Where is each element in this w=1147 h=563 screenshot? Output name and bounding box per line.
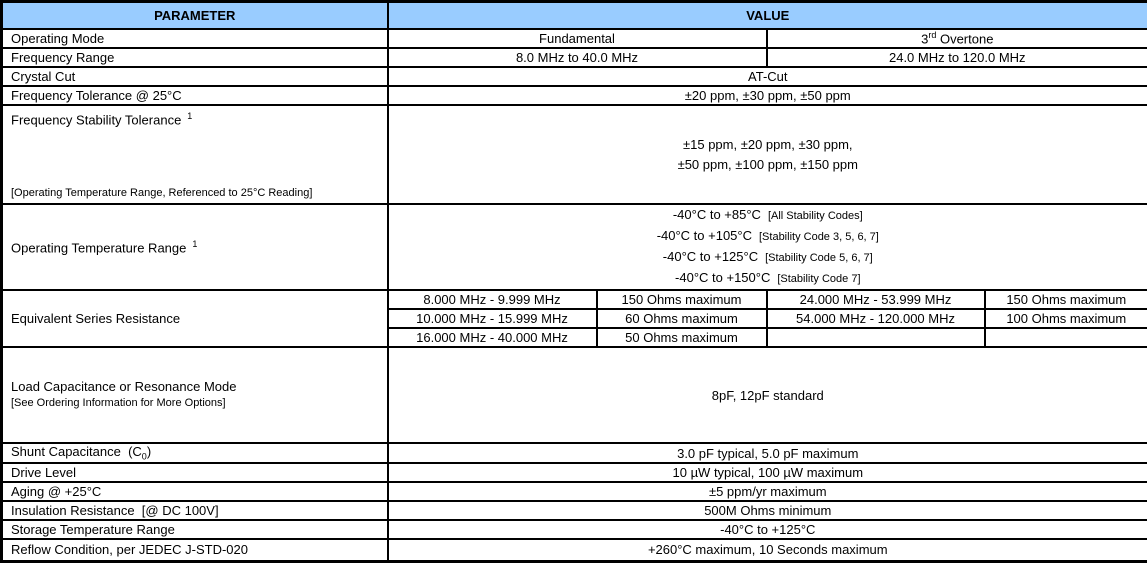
operating-temperature-value — [388, 204, 1147, 290]
stability-value-line2: ±50 ppm, ±100 ppm, ±150 ppm — [391, 155, 1146, 175]
load-capacitance-label — [2, 347, 388, 443]
drive-level-value: 10 µW typical, 100 µW maximum — [388, 463, 1147, 482]
operating-mode-label: Operating Mode — [2, 29, 388, 48]
value-header-cell: VALUE — [388, 2, 1147, 30]
esr-ot-range-3 — [767, 328, 985, 347]
esr-ot-value-2: 100 Ohms maximum — [985, 309, 1147, 328]
temp-range-note: [Stability Code 3, 5, 6, 7] — [759, 231, 879, 243]
frequency-range-fundamental: 8.0 MHz to 40.0 MHz — [388, 48, 767, 67]
operating-temperature-label — [2, 204, 388, 290]
overtone-number: 3 — [921, 32, 928, 47]
overtone-word: Overtone — [936, 32, 993, 47]
operating-mode-fundamental: Fundamental — [388, 29, 767, 48]
esr-fund-value-1: 150 Ohms maximum — [597, 290, 767, 309]
reflow-condition-label: Reflow Condition, per JEDEC J-STD-020 — [2, 539, 388, 562]
frequency-range-overtone: 24.0 MHz to 120.0 MHz — [767, 48, 1147, 67]
frequency-stability-title-text: Frequency Stability Tolerance — [11, 112, 181, 127]
frequency-stability-note: [Operating Temperature Range, Referenced to 25°C Reading] — [11, 187, 383, 199]
operating-temperature-title-text: Operating Temperature Range — [11, 240, 186, 255]
temp-range-line — [391, 205, 1146, 226]
row-operating-temperature — [2, 204, 1147, 290]
stability-value-line1: ±15 ppm, ±20 ppm, ±30 ppm, — [391, 135, 1146, 155]
frequency-tolerance-value: ±20 ppm, ±30 ppm, ±50 ppm — [388, 86, 1147, 105]
load-capacitance-value: 8pF, 12pF standard — [388, 347, 1147, 443]
row-frequency-range — [2, 48, 1147, 67]
shunt-label-suffix: ) — [147, 444, 151, 459]
drive-level-label: Drive Level — [2, 463, 388, 482]
temp-range: -40°C to +125°C — [663, 249, 758, 264]
esr-ot-value-3 — [985, 328, 1147, 347]
row-storage-temperature — [2, 520, 1147, 539]
header-row — [2, 2, 1147, 30]
footnote-ref-1: 1 — [187, 111, 192, 121]
row-drive-level — [2, 463, 1147, 482]
temp-range-note: [All Stability Codes] — [768, 210, 863, 222]
temp-range: -40°C to +150°C — [675, 270, 770, 285]
esr-fund-range-1: 8.000 MHz - 9.999 MHz — [388, 290, 597, 309]
shunt-label-prefix: Shunt Capacitance (C — [11, 444, 142, 459]
row-frequency-stability — [2, 105, 1147, 204]
temp-range: -40°C to +85°C — [673, 207, 761, 222]
temp-range-line — [391, 247, 1146, 268]
esr-ot-range-2: 54.000 MHz - 120.000 MHz — [767, 309, 985, 328]
parameter-header-cell: PARAMETER — [2, 2, 388, 30]
footnote-ref-1: 1 — [192, 239, 197, 249]
row-reflow-condition — [2, 539, 1147, 562]
frequency-tolerance-label: Frequency Tolerance @ 25°C — [2, 86, 388, 105]
row-frequency-tolerance — [2, 86, 1147, 105]
crystal-cut-value: AT-Cut — [388, 67, 1147, 86]
esr-ot-range-1: 24.000 MHz - 53.999 MHz — [767, 290, 985, 309]
load-capacitance-note: [See Ordering Information for More Options] — [11, 395, 383, 412]
esr-ot-value-1: 150 Ohms maximum — [985, 290, 1147, 309]
esr-fund-range-2: 10.000 MHz - 15.999 MHz — [388, 309, 597, 328]
shunt-capacitance-value: 3.0 pF typical, 5.0 pF maximum — [388, 443, 1147, 463]
frequency-stability-label — [2, 105, 388, 204]
shunt-capacitance-label — [2, 443, 388, 463]
crystal-cut-label: Crystal Cut — [2, 67, 388, 86]
frequency-range-label: Frequency Range — [2, 48, 388, 67]
insulation-resistance-label: Insulation Resistance [@ DC 100V] — [2, 501, 388, 520]
operating-mode-overtone — [767, 29, 1147, 48]
load-capacitance-title: Load Capacitance or Resonance Mode — [11, 378, 383, 395]
storage-temperature-value: -40°C to +125°C — [388, 520, 1147, 539]
row-esr-1 — [2, 290, 1147, 309]
row-aging — [2, 482, 1147, 501]
row-shunt-capacitance — [2, 443, 1147, 463]
frequency-stability-title — [11, 111, 383, 127]
temp-range-line — [391, 268, 1146, 289]
esr-fund-range-3: 16.000 MHz - 40.000 MHz — [388, 328, 597, 347]
temp-range: -40°C to +105°C — [657, 228, 752, 243]
frequency-stability-value — [388, 105, 1147, 204]
row-load-capacitance — [2, 347, 1147, 443]
reflow-condition-value: +260°C maximum, 10 Seconds maximum — [388, 539, 1147, 562]
temp-range-line — [391, 226, 1146, 247]
esr-fund-value-2: 60 Ohms maximum — [597, 309, 767, 328]
row-insulation-resistance — [2, 501, 1147, 520]
aging-label: Aging @ +25°C — [2, 482, 388, 501]
temp-range-note: [Stability Code 7] — [777, 273, 860, 285]
esr-fund-value-3: 50 Ohms maximum — [597, 328, 767, 347]
insulation-resistance-value: 500M Ohms minimum — [388, 501, 1147, 520]
overtone-ordinal: rd — [928, 30, 936, 40]
row-operating-mode — [2, 29, 1147, 48]
shunt-label-subscript: 0 — [142, 452, 147, 462]
temp-range-note: [Stability Code 5, 6, 7] — [765, 252, 873, 264]
storage-temperature-label: Storage Temperature Range — [2, 520, 388, 539]
row-crystal-cut — [2, 67, 1147, 86]
esr-label: Equivalent Series Resistance — [2, 290, 388, 347]
aging-value: ±5 ppm/yr maximum — [388, 482, 1147, 501]
